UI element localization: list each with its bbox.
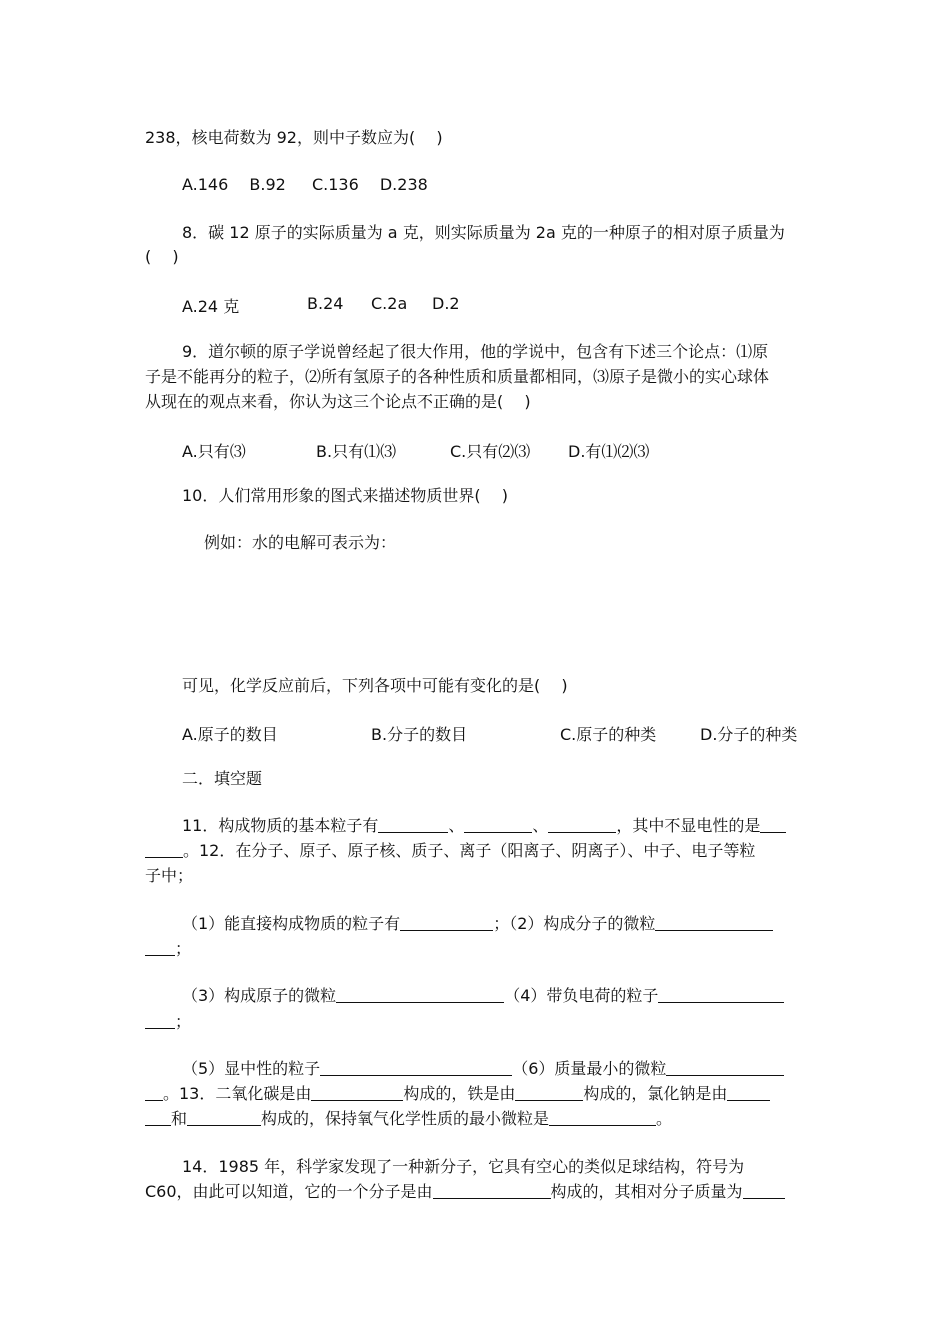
q12-row-2 xyxy=(182,986,784,1006)
q12-row-1 xyxy=(182,914,773,934)
q12-blank-2a[interactable] xyxy=(655,914,773,931)
q11-line1 xyxy=(182,816,786,836)
q9-option-a: A.只有⑶ xyxy=(182,442,246,461)
q13-blank-5[interactable] xyxy=(549,1109,656,1126)
q8-option-a: A.24 克 xyxy=(182,297,240,316)
q12-row-3 xyxy=(182,1059,784,1079)
q8-stem: 8．碳 12 原子的实际质量为 a 克，则实际质量为 2a 克的一种原子的相对原子质量为 xyxy=(182,223,785,242)
q9-stem-line3: 从现在的观点来看，你认为这三个论点不正确的是( ) xyxy=(145,392,531,411)
q12-intro-end: 子中； xyxy=(145,866,194,885)
q14-blank-2[interactable] xyxy=(743,1182,785,1199)
q9-stem-line1: 9．道尔顿的原子学说曾经起了很大作用，他的学说中，包含有下述三个论点：⑴原 xyxy=(182,342,769,361)
q8-option-d: D.2 xyxy=(432,294,460,313)
q12-blank-5[interactable] xyxy=(320,1059,512,1076)
q13-blank-3a[interactable] xyxy=(727,1084,770,1101)
q13-blank-1[interactable] xyxy=(311,1084,403,1101)
q12-row-1b xyxy=(145,939,191,959)
q12-blank-6b[interactable] xyxy=(145,1084,163,1101)
q13-c: 构成的，氯化钠是由 xyxy=(583,1084,728,1103)
q14-line2 xyxy=(145,1182,785,1202)
q13-d: 和 xyxy=(171,1109,188,1128)
q9-option-d: D.有⑴⑵⑶ xyxy=(568,442,650,461)
q14-a: C60，由此可以知道，它的一个分子是由 xyxy=(145,1182,433,1201)
q10-question: 可见，化学反应前后，下列各项中可能有变化的是( ) xyxy=(182,676,568,695)
q12-item2: （2）构成分子的微粒 xyxy=(509,914,656,933)
q8-option-b: B.24 xyxy=(307,294,344,313)
q8-blank: ( ) xyxy=(145,247,179,266)
q11-line2 xyxy=(145,841,755,861)
q14-b: 构成的，其相对分子质量为 xyxy=(550,1182,743,1201)
q12-item5: （5）显中性的粒子 xyxy=(182,1059,321,1078)
q12-intro: 。12．在分子、原子、原子核、质子、离子（阳离子、阴离子）、中子、电子等粒 xyxy=(183,841,756,860)
q10-option-d: D.分子的种类 xyxy=(700,725,798,744)
q12-blank-2b[interactable] xyxy=(145,939,175,956)
q14-blank-1[interactable] xyxy=(433,1182,551,1199)
q11-sep2: 、 xyxy=(532,816,549,835)
q13-blank-2[interactable] xyxy=(515,1084,583,1101)
q7-stem: 238，核电荷数为 92，则中子数应为( ) xyxy=(145,128,443,147)
q7-options: A.146 B.92 C.136 D.238 xyxy=(182,175,428,194)
q13-b: 构成的，铁是由 xyxy=(403,1084,516,1103)
q8-option-c: C.2a xyxy=(371,294,408,313)
q12-blank-1[interactable] xyxy=(400,914,493,931)
q12-row-2b xyxy=(145,1012,191,1032)
q12-semi1: ； xyxy=(493,914,510,933)
q12-end1: ； xyxy=(175,939,192,958)
q9-option-c: C.只有⑵⑶ xyxy=(450,442,531,461)
q10-example: 例如：水的电解可表示为： xyxy=(204,533,397,552)
q11-part2: ，其中不显电性的是 xyxy=(616,816,761,835)
q12-blank-4b[interactable] xyxy=(145,1012,175,1029)
q12-blank-4a[interactable] xyxy=(658,986,784,1003)
q13-f: 。 xyxy=(656,1109,673,1128)
q10-stem: 10．人们常用形象的图式来描述物质世界( ) xyxy=(182,486,508,505)
q11-blank-3[interactable] xyxy=(548,816,616,833)
q11-blank-4a[interactable] xyxy=(760,816,786,833)
q12-item3: （3）构成原子的微粒 xyxy=(182,986,337,1005)
section-heading-fill-in: 二．填空题 xyxy=(182,769,263,788)
q14-line1: 14．1985 年，科学家发现了一种新分子，它具有空心的类似足球结构，符号为 xyxy=(182,1157,745,1176)
q11-blank-1[interactable] xyxy=(378,816,448,833)
q10-option-a: A.原子的数目 xyxy=(182,725,278,744)
q12-item1: （1）能直接构成物质的粒子有 xyxy=(182,914,401,933)
q10-option-c: C.原子的种类 xyxy=(560,725,657,744)
q13-a: 。13．二氧化碳是由 xyxy=(163,1084,312,1103)
q11-blank-4b[interactable] xyxy=(145,841,183,858)
q13-blank-3b[interactable] xyxy=(145,1109,171,1126)
q12-blank-6a[interactable] xyxy=(666,1059,784,1076)
q9-option-b: B.只有⑴⑶ xyxy=(316,442,397,461)
q13-line1 xyxy=(145,1084,770,1104)
q12-item4: （4）带负电荷的粒子 xyxy=(504,986,659,1005)
q11-blank-2[interactable] xyxy=(464,816,532,833)
q10-option-b: B.分子的数目 xyxy=(371,725,468,744)
q12-blank-3[interactable] xyxy=(336,986,504,1003)
q13-line2 xyxy=(145,1109,672,1129)
q12-item6: （6）质量最小的微粒 xyxy=(512,1059,667,1078)
q13-e: 构成的，保持氧气化学性质的最小微粒是 xyxy=(261,1109,550,1128)
q11-part1: 11．构成物质的基本粒子有 xyxy=(182,816,379,835)
q12-end2: ； xyxy=(175,1012,192,1031)
q9-stem-line2: 子是不能再分的粒子，⑵所有氢原子的各种性质和质量都相同，⑶原子是微小的实心球体 xyxy=(145,367,770,386)
q13-blank-4[interactable] xyxy=(187,1109,261,1126)
q11-sep1: 、 xyxy=(448,816,465,835)
